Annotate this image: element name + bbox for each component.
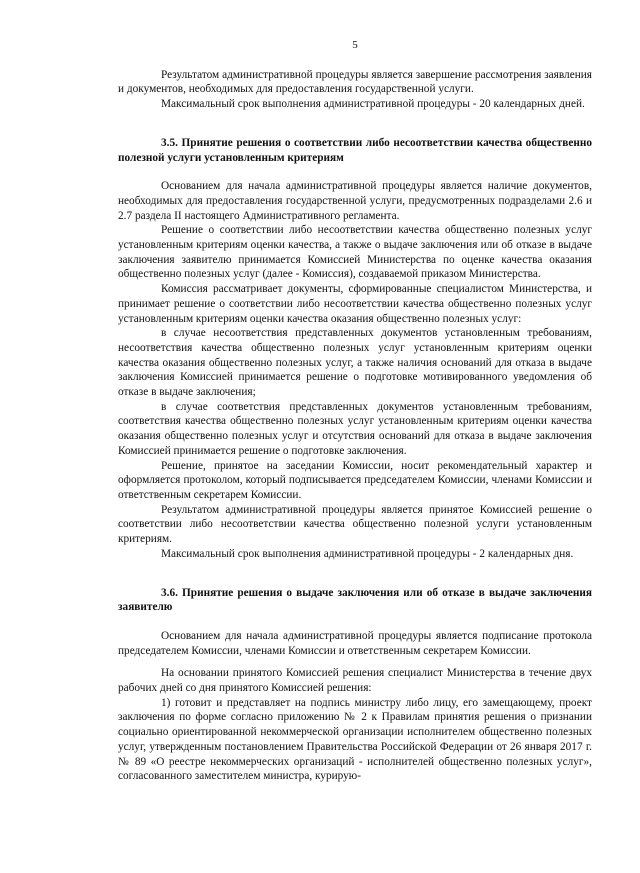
paragraph: Комиссия рассматривает документы, сформированные специалистом Министерства, и принимает решение о соответствии либо несоответствии качества общественно полезных услуг установленным критериям оценки качества оказания общественно полезных услуг:	[118, 283, 592, 325]
paragraph: Основанием для начала административной процедуры является наличие документов, необходимых для предоставления государственной услуги, предусмотренных подразделами 2.6 и 2.7 раздела II настоящего Административного регламента.	[118, 180, 592, 222]
paragraph: Результатом административной процедуры является принятое Комиссией решение о соответствии либо несоответствии качества общественно полезной услуги установленным критериям.	[118, 503, 592, 546]
paragraph: Максимальный срок выполнения административной процедуры - 20 календарных дней.	[161, 98, 585, 111]
section-heading-3-6: 3.6. Принятие решения о выдаче заключения или об отказе в выдаче заключения заявителю	[118, 586, 592, 614]
paragraph: На основании принятого Комиссией решения специалист Министерства в течение двух рабочих дней со дня принятого Комиссией решения:	[118, 667, 592, 695]
paragraph: Максимальный срок выполнения административной процедуры - 2 календарных дня.	[161, 547, 574, 560]
list-item: в случае несоответствия представленных документов установленным требованиям, несоответствия качества общественно полезных услуг установленным критериям оценки качества оказания общественно полезных услуг, а также наличия оснований для отказа в выдаче заключения Комиссией принимается решение о подготовке мотивированного уведомления об отказе в выдаче заключения;	[118, 327, 592, 399]
page-number: 5	[352, 39, 358, 51]
paragraph: Результатом административной процедуры является завершение рассмотрения заявления и документов, необходимых для предоставления государственной услуги.	[118, 68, 592, 96]
list-item: в случае соответствия представленных документов установленным требованиям, соответствия качества общественно полезных услуг установленным критериям оценки качества оказания общественно полезных услуг и отсутствия оснований для отказа в выдаче заключения Комиссией принимается решение о подготовке заключения.	[118, 400, 592, 457]
section-heading-3-5: 3.5. Принятие решения о соответствии либо несоответствии качества общественно полезной услуги установленным критериям	[118, 136, 592, 164]
paragraph: Решение, принятое на заседании Комиссии, носит рекомендательный характер и оформляется протоколом, который подписывается председателем Комиссии, членами Комиссии и ответственным секретарем Комиссии.	[118, 459, 592, 501]
list-item: 1) готовит и представляет на подпись министру либо лицу, его замещающему, проект заключения по форме согласно приложению № 2 к Правилам принятия решения о признании социально ориентированной некоммерческой организации исполнителем общественно полезных услуг, утвержденным постановлением Правительства Российской Федерации от 26 января 2017 г. № 89 «О реестре некоммерческих организаций - исполнителей общественно полезных услуг», согласованного заместителем министра, курирую-	[118, 696, 592, 783]
document-page	[118, 38, 592, 784]
paragraph: Основанием для начала административной процедуры является подписание протокола председателем Комиссии, членами Комиссии и ответственным секретарем Комиссии.	[118, 629, 592, 657]
paragraph: Решение о соответствии либо несоответствии качества общественно полезных услуг установленным критериям оценки качества, а также о выдаче заключения или об отказе в выдаче заключения заявителю принимается Комиссией Министерства по оценке качества оказания общественно полезных услуг (далее - Комиссия), создаваемой приказом Министерства.	[118, 224, 592, 281]
